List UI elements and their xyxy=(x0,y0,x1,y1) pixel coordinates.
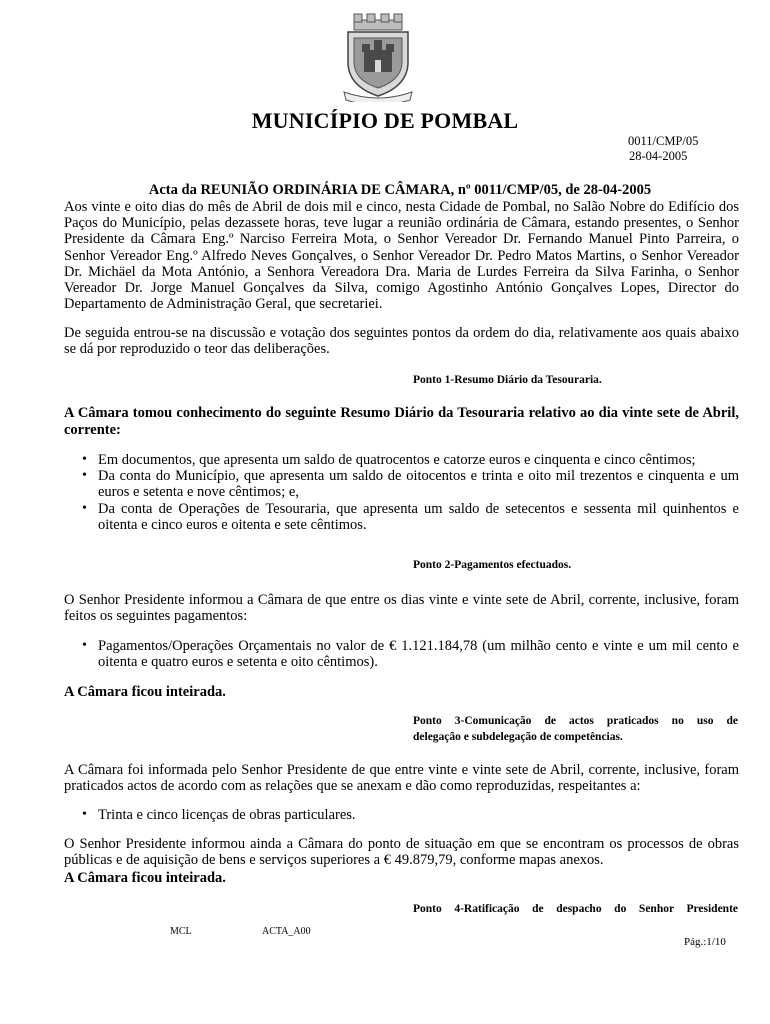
list-item: • Trinta e cinco licenças de obras particulares. xyxy=(64,807,739,823)
ponto-1-title: Ponto 1-Resumo Diário da Tesouraria. xyxy=(413,374,602,386)
ponto-2-text: O Senhor Presidente informou a Câmara de que entre os dias vinte e vinte sete de Abril, corrente, inclusive, foram feitos os seguintes pagamentos: xyxy=(64,592,739,625)
agenda-intro-paragraph: De seguida entrou-se na discussão e votação dos seguintes pontos da ordem do dia, relativamente aos quais abaixo se dá por reproduzido o teor das deliberações. xyxy=(64,325,739,358)
footer-doc-code: ACTA_A00 xyxy=(262,926,311,937)
ponto-3-text: A Câmara foi informada pelo Senhor Presidente de que entre vinte e vinte sete de Abril, corrente, inclusive, foram praticados actos de acordo com as relações que se anexam e dão como reproduzidas, respeitantes a: xyxy=(64,762,739,795)
footer-author: MCL xyxy=(170,926,192,937)
ponto-3-list xyxy=(64,807,739,823)
page-number: Pág.:1/10 xyxy=(684,936,726,948)
ponto-2-title: Ponto 2-Pagamentos efectuados. xyxy=(413,559,572,571)
page-title: MUNICÍPIO DE POMBAL xyxy=(251,108,519,133)
reference-block xyxy=(628,134,698,164)
list-item: • Em documentos, que apresenta um saldo de quatrocentos e catorze euros e cinquenta e cinco cêntimos; xyxy=(64,452,739,468)
list-item: • Da conta do Município, que apresenta um saldo de oitocentos e trinta e oito mil trezentos e cinquenta e um euros e setenta e nove cêntimos; e, xyxy=(64,468,739,500)
list-item: • Da conta de Operações de Tesouraria, que apresenta um saldo de setecentos e sessenta mil quinhentos e oitenta e cinco euros e oitenta e sete cêntimos. xyxy=(64,501,739,533)
ponto-3-result: A Câmara ficou inteirada. xyxy=(64,870,226,886)
municipal-crest xyxy=(340,12,416,102)
ponto-2-result: A Câmara ficou inteirada. xyxy=(64,684,226,700)
ponto-1-list xyxy=(64,452,739,533)
reference-date: 28-04-2005 xyxy=(629,149,688,163)
ponto-1-statement: A Câmara tomou conhecimento do seguinte Resumo Diário da Tesouraria relativo ao dia vinte sete de Abril, corrente: xyxy=(64,405,739,438)
ponto-3-title-line2: delegação e subdelegação de competências. xyxy=(413,731,623,743)
reference-code: 0011/CMP/05 xyxy=(628,134,699,148)
ponto-3-text-2: O Senhor Presidente informou ainda a Câmara do ponto de situação em que se encontram os processos de obras públicas e de aquisição de bens e serviços superiores a € 49.879,79, conforme mapas anexos. xyxy=(64,836,739,869)
ponto-3-title-line1: Ponto 3-Comunicação de actos praticados no uso de xyxy=(413,715,738,727)
intro-paragraph: Aos vinte e oito dias do mês de Abril de dois mil e cinco, nesta Cidade de Pombal, no Salão Nobre do Edifício dos Paços do Município, pelas dezassete horas, teve lugar a reunião ordinária de Câmara, estando presentes, o Senhor Presidente da Câmara Eng.º Narciso Ferreira Mota, o Senhor Vereador Dr. Fernando Manuel Pinto Parreira, o Senhor Vereador Eng.º Alfredo Neves Gonçalves, o Senhor Vereador Dr. Pedro Matos Martins, o Senhor Vereador Dr. Michäel da Mota António, a Senhora Vereadora Dra. Maria de Lurdes Ferreira da Silva Farinha, o Senhor Vereador Dr. Jorge Manuel Gonçalves da Silva, comigo Agostinho António Gonçalves Lopes, Director do Departamento de Administração Geral, que secretariei. xyxy=(64,199,739,313)
ponto-4-title: Ponto 4-Ratificação de despacho do Senhor Presidente xyxy=(413,903,738,915)
acta-heading: Acta da REUNIÃO ORDINÁRIA DE CÂMARA, nº 0011/CMP/05, de 28-04-2005 xyxy=(148,182,652,198)
ponto-2-list xyxy=(64,638,739,670)
list-item: • Pagamentos/Operações Orçamentais no valor de € 1.121.184,78 (um milhão cento e vinte e um mil cento e oitenta e quatro euros e setenta e oito cêntimos). xyxy=(64,638,739,670)
